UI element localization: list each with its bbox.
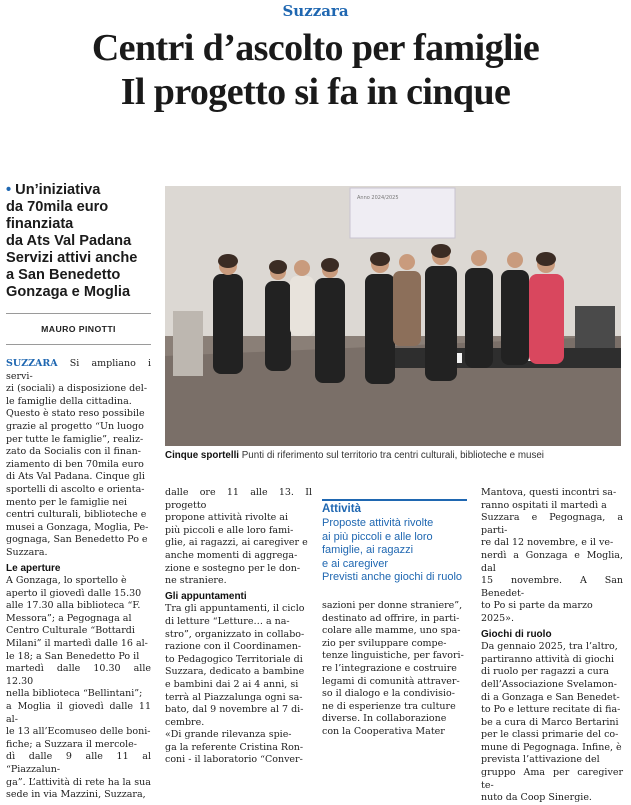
subheading: Giochi di ruolo [481,628,552,640]
text-line: zato da Socialis con il finan- [6,446,141,458]
text-line: di ruolo per ragazzi a cura [481,666,609,678]
text-line: Tra gli appuntamenti, il ciclo [165,603,305,615]
text-line: di Ats Val Padana. Cinque gli [6,471,145,483]
headline-line-1: Centri d’ascolto per famiglie [91,27,540,69]
caption-text: Punti di riferimento sul territorio tra centri culturali, biblioteche e musei [241,450,544,461]
text-line: aperto il giovedì dalle 15.30 [6,587,142,599]
subheading: Gli appuntamenti [165,590,247,602]
text-line: dì dalle 9 alle 11 al “Piazzalun- [6,751,151,775]
text-line: cembre. [165,716,205,728]
text-line: centri culturali, biblioteche e [6,509,147,521]
text-line: gruppo Ama per caregiver te- [481,767,623,791]
caption-title: Cinque sportelli [165,450,240,461]
text-line: sede in via Mazzini, Suzzara, [6,789,146,801]
headline [0,26,631,114]
text-line: martedì dalle 10.30 alle 12.30 [6,663,151,687]
box-line: famiglie, ai ragazzi [322,544,414,557]
text-line: sportelli di ascolto e orienta- [6,483,145,495]
text-line: Mantova, questi incontri sa- [481,487,617,498]
text-line: fiche; a Suzzara il mercole- [6,738,138,750]
summary-box [6,182,151,301]
text-line: le 13 all’Ecomuseo delle boni- [6,726,151,738]
text-line: stro”, organizzato in collabo- [165,628,305,640]
text-line: dell’Associazione Svelamon- [481,678,617,690]
headline-line-2: Il progetto si fa in cinque [120,71,511,113]
text-line: ne di esperienze tra culture [322,700,456,712]
text-line: musei a Gonzaga, Moglia, Pe- [6,521,149,533]
text-line: to Pedagogico Territoriale di [165,653,303,665]
text-line: nerdì a Gonzaga e Moglia, dal [481,549,623,574]
text-line: re l’integrazione e costruire [322,662,457,674]
box-title: Attività [322,503,361,515]
text-line: le famiglie della cittadina. [6,395,132,407]
article-column-4 [481,487,623,805]
box-line: ai più piccoli e alle loro [322,530,433,543]
paragraph [6,358,151,383]
summary-line: da Ats Val Padana [6,233,132,249]
text-line: ga la referente Cristina Ron- [165,741,304,753]
text-line: alle 17.30 alla biblioteca “F. [6,600,141,612]
text-line: razione con il Coordinamen- [165,641,302,653]
text-line: 15 novembre. A San Benedet- [481,575,623,599]
subheading: Le aperture [6,562,61,574]
box-line: e ai caregiver [322,557,389,570]
text-line: coni - il laboratorio “Conver- [165,754,303,766]
text-line: destinato ad offrire, in parti- [322,612,460,624]
text-line: con la Cooperativa Mater [322,725,445,737]
news-photo [165,186,621,446]
text-line: di letture “Letture… a na- [165,615,290,627]
text-line: ga”. L’attività di rete ha la sua [6,776,151,788]
text-line: propone attività rivolte ai [165,512,289,524]
text-line: a Moglia il giovedì dalle 11 al- [6,701,151,725]
text-line: Messora”; a Pegognaga al [6,612,132,624]
dateline: SUZZARA [6,358,58,369]
screen-text: Anno 2024/2025 [357,195,399,201]
text-line: per tutte le famiglie”, realiz- [6,433,144,445]
text-line: zi (sociali) a disposizione del- [6,383,148,395]
text-line: le 18; a San Benedetto Po il [6,650,140,662]
text-line: zione e sostegno per le don- [165,562,301,574]
photo-caption [165,449,625,462]
summary-line: Servizi attivi anche [6,250,138,266]
text-line: nuto da Coop Sinergie. [481,792,592,804]
section-kicker: Suzzara [282,2,349,20]
text-line: ziamento di ben 70mila euro [6,458,144,470]
author-byline: MAURO PINOTTI [41,324,116,334]
text-line: glie, ai ragazzi, ai caregiver e [165,537,308,549]
text-line: di a Gonzaga e San Benedet- [481,691,620,703]
summary-line [6,182,151,199]
group-photo-illustration [165,186,621,446]
text-line: tenze linguistiche, per favori- [322,650,464,662]
text-line: Questo è stato reso possibile [6,408,145,420]
bullet-icon: • [6,182,12,198]
text-line: be a cura di Marco Bertarini [481,716,619,728]
text-line: prevista l’attivazione del [481,754,600,766]
text-line: Da gennaio 2025, tra l’altro, [481,641,618,653]
text-line: partiranno attività di giochi [481,653,615,665]
text-line: terrà al Piazzalunga ogni sa- [165,691,303,703]
text-line: mune di Pegognaga. Infine, è [481,741,622,753]
text-line: zio per sviluppare compe- [322,637,447,649]
summary-line: da 70mila euro [6,199,109,215]
text-line: mento per le famiglie nei [6,496,128,508]
text-line: legami di comunità attraver- [322,675,460,687]
text-line: Suzzara, dedicato a bambine [165,666,305,678]
text-line: Suzzara e Pegognaga, a parti- [481,512,623,536]
summary-line: a San Benedetto [6,267,121,283]
text-line: ranno ospitati il martedì a [481,499,607,511]
text-line: 2025». [481,612,515,624]
text-line: diverse. In collaborazione [322,713,447,725]
text-line: Centro Culturale “Bottardi [6,625,135,637]
text-line: Si ampliano i servi- [6,358,151,382]
text-line: anche momenti di aggrega- [165,549,298,561]
text-line: sazioni per donne straniere”, [322,600,463,611]
text-line: bato, dal 9 novembre al 7 di- [165,704,304,716]
divider [6,313,151,314]
box-line: Proposte attività rivolte [322,517,434,529]
summary-text: Un’iniziativa [15,182,101,198]
text-line: e bambini dai 2 ai 4 anni, si [165,678,299,690]
activity-box [322,499,467,585]
summary-line: Gonzaga e Moglia [6,284,131,300]
divider [6,344,151,345]
text-line: to Po e letture recitate di fia- [481,704,621,716]
text-line: più piccoli e alle loro fami- [165,524,294,536]
text-line: colare alle mamme, uno spa- [322,625,461,637]
text-line: Milani” il martedì dalle 16 al- [6,638,148,650]
text-line: so il dialogo e la condivisio- [322,688,455,700]
text-line: nella biblioteca “Bellintani”; [6,688,143,700]
box-body [322,517,467,585]
article-column-2 [165,487,312,767]
text-line: A Gonzaga, lo sportello è [6,575,127,587]
text-line: dalle ore 11 alle 13. Il progetto [165,487,312,511]
box-rule [322,499,467,501]
text-line: ne straniere. [165,575,227,587]
box-line: Previsti anche giochi di ruolo [322,571,463,584]
summary-line: finanziata [6,216,74,232]
text-line: «Di grande rilevanza spie- [165,729,292,741]
text-line: gognaga, San Benedetto Po e [6,534,148,546]
text-line: Suzzara. [6,546,48,558]
article-column-1 [6,358,151,802]
text-line: per le classi primarie del co- [481,729,619,741]
text-line: to Po si parte da marzo [481,600,593,612]
text-line: re dal 12 novembre, e il ve- [481,537,614,549]
article-column-3 [322,600,467,739]
text-line: grazie al progetto “Un luogo [6,420,144,432]
